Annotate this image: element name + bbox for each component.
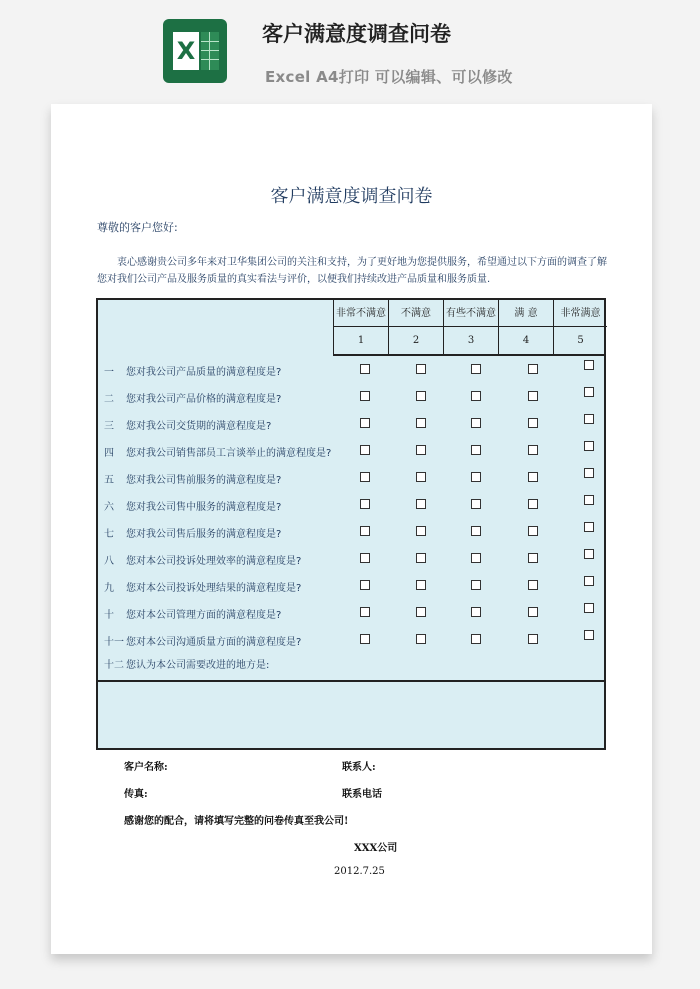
header-subtitle: Excel A4打印 可以编辑、可以修改	[265, 68, 513, 86]
rating-checkbox[interactable]	[584, 441, 594, 451]
rating-number: 3	[444, 327, 499, 354]
question-number: 十二	[104, 660, 124, 671]
rating-label: 非常不满意	[334, 300, 389, 327]
header-title: 客户满意度调查问卷	[262, 22, 451, 46]
rating-checkbox[interactable]	[528, 499, 538, 509]
question-number: 八	[104, 556, 114, 567]
rating-checkbox[interactable]	[416, 499, 426, 509]
rating-checkbox[interactable]	[416, 607, 426, 617]
rating-checkbox[interactable]	[528, 526, 538, 536]
contact-person-label: 联系人:	[342, 762, 376, 773]
rating-checkbox[interactable]	[416, 364, 426, 374]
question-number: 三	[104, 421, 114, 432]
rating-checkbox[interactable]	[360, 472, 370, 482]
rating-checkbox[interactable]	[584, 576, 594, 586]
rating-checkbox[interactable]	[584, 495, 594, 505]
company-name: XXX公司	[354, 843, 398, 854]
question-row	[98, 572, 604, 599]
phone-label: 联系电话	[342, 789, 382, 800]
rating-checkbox[interactable]	[416, 553, 426, 563]
fax-label: 传真:	[124, 789, 148, 800]
rating-checkbox[interactable]	[416, 634, 426, 644]
rating-checkbox[interactable]	[584, 603, 594, 613]
survey-table	[96, 298, 606, 750]
rating-checkbox[interactable]	[471, 472, 481, 482]
question-text: 您对我公司售后服务的满意程度是?	[126, 529, 282, 540]
rating-checkbox[interactable]	[528, 634, 538, 644]
rating-checkbox[interactable]	[416, 391, 426, 401]
rating-checkbox[interactable]	[584, 387, 594, 397]
document-title: 客户满意度调查问卷	[270, 186, 433, 207]
rating-checkbox[interactable]	[471, 499, 481, 509]
rating-checkbox[interactable]	[416, 526, 426, 536]
question-number: 四	[104, 448, 114, 459]
question-row	[98, 437, 604, 464]
question-text: 您对我公司交货期的满意程度是?	[126, 421, 272, 432]
rating-checkbox[interactable]	[416, 580, 426, 590]
question-row	[98, 518, 604, 545]
rating-checkbox[interactable]	[471, 391, 481, 401]
question-number: 一	[104, 367, 114, 378]
rating-checkbox[interactable]	[471, 553, 481, 563]
rating-label: 有些不满意	[444, 300, 499, 327]
document-page	[51, 104, 652, 954]
question-text: 您对本公司投诉处理效率的满意程度是?	[126, 556, 302, 567]
rating-checkbox[interactable]	[471, 634, 481, 644]
question-row	[98, 464, 604, 491]
thanks-note: 感谢您的配合，请将填写完整的问卷传真至我公司!	[124, 816, 349, 827]
rating-label: 不满意	[389, 300, 444, 327]
question-text: 您对我公司产品价格的满意程度是?	[126, 394, 282, 405]
rating-checkbox[interactable]	[360, 364, 370, 374]
question-text: 您对我公司产品质量的满意程度是?	[126, 367, 282, 378]
rating-checkbox[interactable]	[416, 445, 426, 455]
question-text: 您认为本公司需要改进的地方是:	[126, 660, 270, 671]
rating-checkbox[interactable]	[471, 445, 481, 455]
question-row	[98, 491, 604, 518]
rating-checkbox[interactable]	[584, 549, 594, 559]
question-row	[98, 383, 604, 410]
question-number: 二	[104, 394, 114, 405]
rating-checkbox[interactable]	[584, 414, 594, 424]
rating-checkbox[interactable]	[360, 499, 370, 509]
rating-checkbox[interactable]	[528, 472, 538, 482]
question-row	[98, 545, 604, 572]
rating-checkbox[interactable]	[360, 418, 370, 428]
rating-checkbox[interactable]	[360, 607, 370, 617]
excel-logo-icon: X	[163, 19, 227, 83]
question-text: 您对本公司管理方面的满意程度是?	[126, 610, 282, 621]
rating-checkbox[interactable]	[471, 418, 481, 428]
open-question-row	[98, 649, 604, 676]
rating-checkbox[interactable]	[471, 580, 481, 590]
rating-checkbox[interactable]	[584, 360, 594, 370]
question-text: 您对本公司沟通质量方面的满意程度是?	[126, 637, 302, 648]
rating-number: 1	[334, 327, 389, 354]
rating-checkbox[interactable]	[584, 522, 594, 532]
rating-checkbox[interactable]	[471, 607, 481, 617]
rating-number: 4	[499, 327, 554, 354]
greeting: 尊敬的客户您好:	[97, 221, 178, 234]
rating-checkbox[interactable]	[471, 364, 481, 374]
question-number: 十一	[104, 637, 124, 648]
question-number: 十	[104, 610, 114, 621]
question-text: 您对本公司投诉处理结果的满意程度是?	[126, 583, 302, 594]
rating-number: 2	[389, 327, 444, 354]
rating-checkbox[interactable]	[360, 445, 370, 455]
rating-checkbox[interactable]	[528, 391, 538, 401]
rating-checkbox[interactable]	[528, 364, 538, 374]
rating-checkbox[interactable]	[528, 607, 538, 617]
question-text: 您对我公司售中服务的满意程度是?	[126, 502, 282, 513]
rating-checkbox[interactable]	[584, 468, 594, 478]
rating-checkbox[interactable]	[471, 526, 481, 536]
question-row	[98, 599, 604, 626]
rating-checkbox[interactable]	[360, 553, 370, 563]
rating-label: 满 意	[499, 300, 554, 327]
rating-checkbox[interactable]	[360, 580, 370, 590]
question-text: 您对我公司销售部员工言谈举止的满意程度是?	[126, 448, 332, 459]
question-number: 六	[104, 502, 114, 513]
rating-checkbox[interactable]	[360, 634, 370, 644]
intro-paragraph: 衷心感谢贵公司多年来对卫华集团公司的关注和支持，为了更好地为您提供服务，希望通过以下方面的调查了解您对我们公司产品及服务质量的真实看法与评价，以便我们持续改进产品质量和服务质量.	[97, 257, 607, 285]
rating-checkbox[interactable]	[584, 630, 594, 640]
question-row	[98, 356, 604, 383]
rating-checkbox[interactable]	[360, 391, 370, 401]
rating-checkbox[interactable]	[528, 445, 538, 455]
rating-label: 非常满意	[554, 300, 607, 327]
rating-checkbox[interactable]	[528, 418, 538, 428]
question-number: 九	[104, 583, 114, 594]
rating-checkbox[interactable]	[360, 526, 370, 536]
customer-name-label: 客户名称:	[124, 762, 168, 773]
question-row	[98, 410, 604, 437]
rating-checkbox[interactable]	[528, 580, 538, 590]
document-date: 2012.7.25	[334, 866, 385, 877]
question-number: 七	[104, 529, 114, 540]
rating-checkbox[interactable]	[528, 553, 538, 563]
rating-header	[333, 300, 606, 356]
question-number: 五	[104, 475, 114, 486]
question-text: 您对我公司售前服务的满意程度是?	[126, 475, 282, 486]
rating-number: 5	[577, 335, 584, 346]
rating-checkbox[interactable]	[416, 472, 426, 482]
page-header	[0, 0, 700, 100]
rating-checkbox[interactable]	[416, 418, 426, 428]
comment-box[interactable]	[98, 680, 604, 748]
